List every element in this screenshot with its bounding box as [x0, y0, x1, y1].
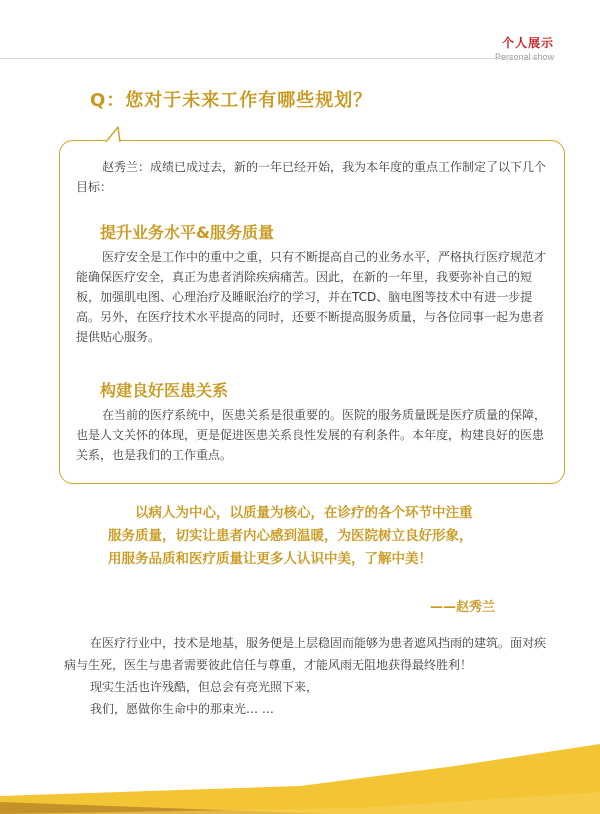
- intro-text: 赵秀兰：成绩已成过去，新的一年已经开始，我为本年度的重点工作制定了以下几个目标：: [76, 160, 547, 194]
- closing-paragraph: 在医疗行业中，技术是地基，服务便是上层稳固而能够为患者遮风挡雨的建筑。面对疾病与生死，医生与患者需要彼此信任与尊重，才能风雨无阻地获得最终胜利！: [64, 636, 547, 672]
- section-body-service: 医疗安全是工作中的重中之重，只有不断提高自己的业务水平，严格执行医疗规范才能确保医疗安全，真正为患者消除疾病痛苦。因此，在新的一年里，我要弥补自己的短板，加强肌电图、心理治疗及睡眠治疗的学习，并在TCD、脑电图等技术中有进一步提高。另外，在医疗技术水平提高的同时，还要不断提高服务质量，与各位同事一起为患者提供贴心服务。: [76, 250, 547, 344]
- section-tag-cn: 个人展示: [501, 36, 554, 50]
- section-title-service: 提升业务水平&服务质量: [100, 223, 274, 242]
- highlight-quote: [0, 502, 600, 571]
- quote-line: 以病人为中心，以质量为核心，在诊疗的各个环节中注重: [135, 505, 473, 521]
- quote-line: 用服务品质和医疗质量让更多人认识中美，了解中美！: [108, 551, 432, 567]
- section-title-relations: 构建良好医患关系: [100, 381, 229, 400]
- closing-text: [64, 632, 556, 720]
- section-tag-en: Personal show: [494, 52, 554, 62]
- closing-line: 我们，愿做你生命中的那束光… …: [90, 702, 274, 716]
- header-divider: [0, 58, 554, 59]
- quote-line: 服务质量，切实让患者内心感到温暖，为医院树立良好形象，: [108, 528, 473, 544]
- question-heading: Q：您对于未来工作有哪些规划？: [90, 90, 373, 111]
- speech-bubble-tail: [104, 126, 128, 142]
- quote-signature: ——赵秀兰: [430, 600, 496, 615]
- closing-line: 现实生活也许残酷，但总会有亮光照下来，: [90, 680, 319, 694]
- section-body-relations: 在当前的医疗系统中，医患关系是很重要的。医院的服务质量既是医疗质量的保障，也是人文关怀的体现，更是促进医患关系良性发展的有利条件。本年度，构建良好的医患关系，也是我们的工作重点。: [76, 408, 547, 462]
- footer-decoration: [0, 734, 600, 814]
